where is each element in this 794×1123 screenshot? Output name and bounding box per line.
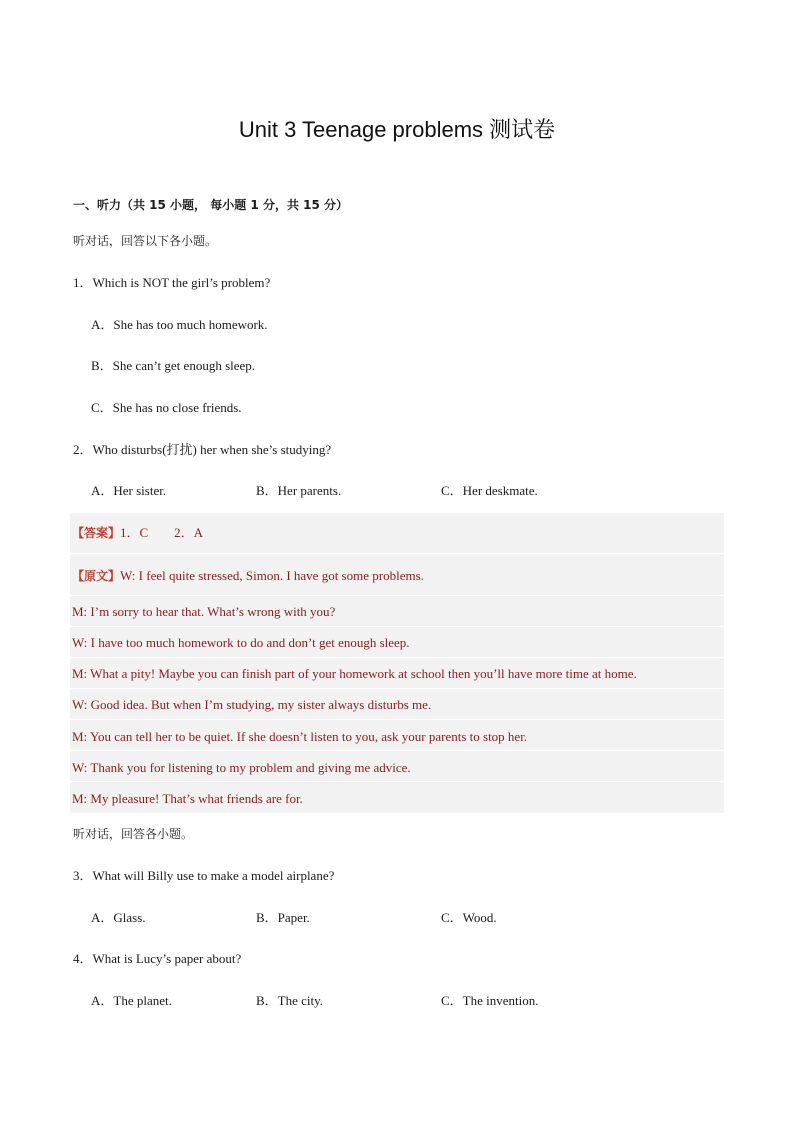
script-row-6 [70, 750, 724, 782]
instruction-2: 听对话，回答各小题。 [73, 827, 194, 841]
script-row-5 [70, 719, 724, 751]
question-3-option-a: A．Glass. [91, 910, 146, 925]
question-3: 3．What will Billy use to make a model airplane? [73, 868, 335, 883]
question-1: 1．Which is NOT the girl’s problem? [73, 275, 271, 290]
question-4-option-b: B．The city. [256, 993, 324, 1008]
question-4-option-a: A．The planet. [91, 993, 172, 1008]
answer-text: 1．C 2．A [120, 525, 204, 540]
answer-row [70, 513, 724, 553]
answer-box [70, 513, 724, 813]
question-4-option-c: C．The invention. [441, 993, 539, 1008]
question-1-option-c: C．She has no close friends. [91, 400, 242, 415]
script-row-4 [70, 688, 724, 720]
question-3-option-c: C．Wood. [441, 910, 497, 925]
question-2: 2．Who disturbs(打扰) her when she’s studying? [73, 442, 332, 457]
question-1-option-a: A．She has too much homework. [91, 317, 268, 332]
script-row-2 [70, 626, 724, 658]
question-2-option-c: C．Her deskmate. [441, 483, 538, 498]
answer-tag: 【答案】 [72, 526, 121, 540]
question-1-option-b: B．She can’t get enough sleep. [91, 358, 256, 373]
script-row-3 [70, 657, 724, 689]
page-title: Unit 3 Teenage problems 测试卷 [238, 117, 556, 142]
script-line: M: My pleasure! That’s what friends are for. [72, 791, 303, 806]
script-tag: 【原文】 [72, 569, 121, 583]
script-row-7 [70, 781, 724, 814]
script-row-0 [70, 553, 724, 596]
question-2-option-a: A．Her sister. [91, 483, 167, 498]
script-line: W: Thank you for listening to my problem and giving me advice. [72, 760, 411, 775]
script-line: M: You can tell her to be quiet. If she doesn’t listen to you, ask your parents to stop her. [72, 729, 528, 744]
script-line: M: What a pity! Maybe you can finish part of your homework at school then you’ll have more time at home. [72, 666, 637, 681]
script-line: M: I’m sorry to hear that. What’s wrong with you? [72, 604, 336, 619]
script-line: W: I feel quite stressed, Simon. I have got some problems. [120, 568, 424, 583]
question-3-option-b: B．Paper. [256, 910, 310, 925]
script-row-1 [70, 595, 724, 627]
script-line: W: Good idea. But when I’m studying, my sister always disturbs me. [72, 697, 432, 712]
section-heading: 一、听力（共 15 小题， 每小题 1 分，共 15 分） [73, 198, 348, 212]
question-4: 4．What is Lucy’s paper about? [73, 951, 242, 966]
script-line: W: I have too much homework to do and don’t get enough sleep. [72, 635, 410, 650]
question-2-option-b: B．Her parents. [256, 483, 342, 498]
instruction-1: 听对话，回答以下各小题。 [73, 234, 218, 248]
